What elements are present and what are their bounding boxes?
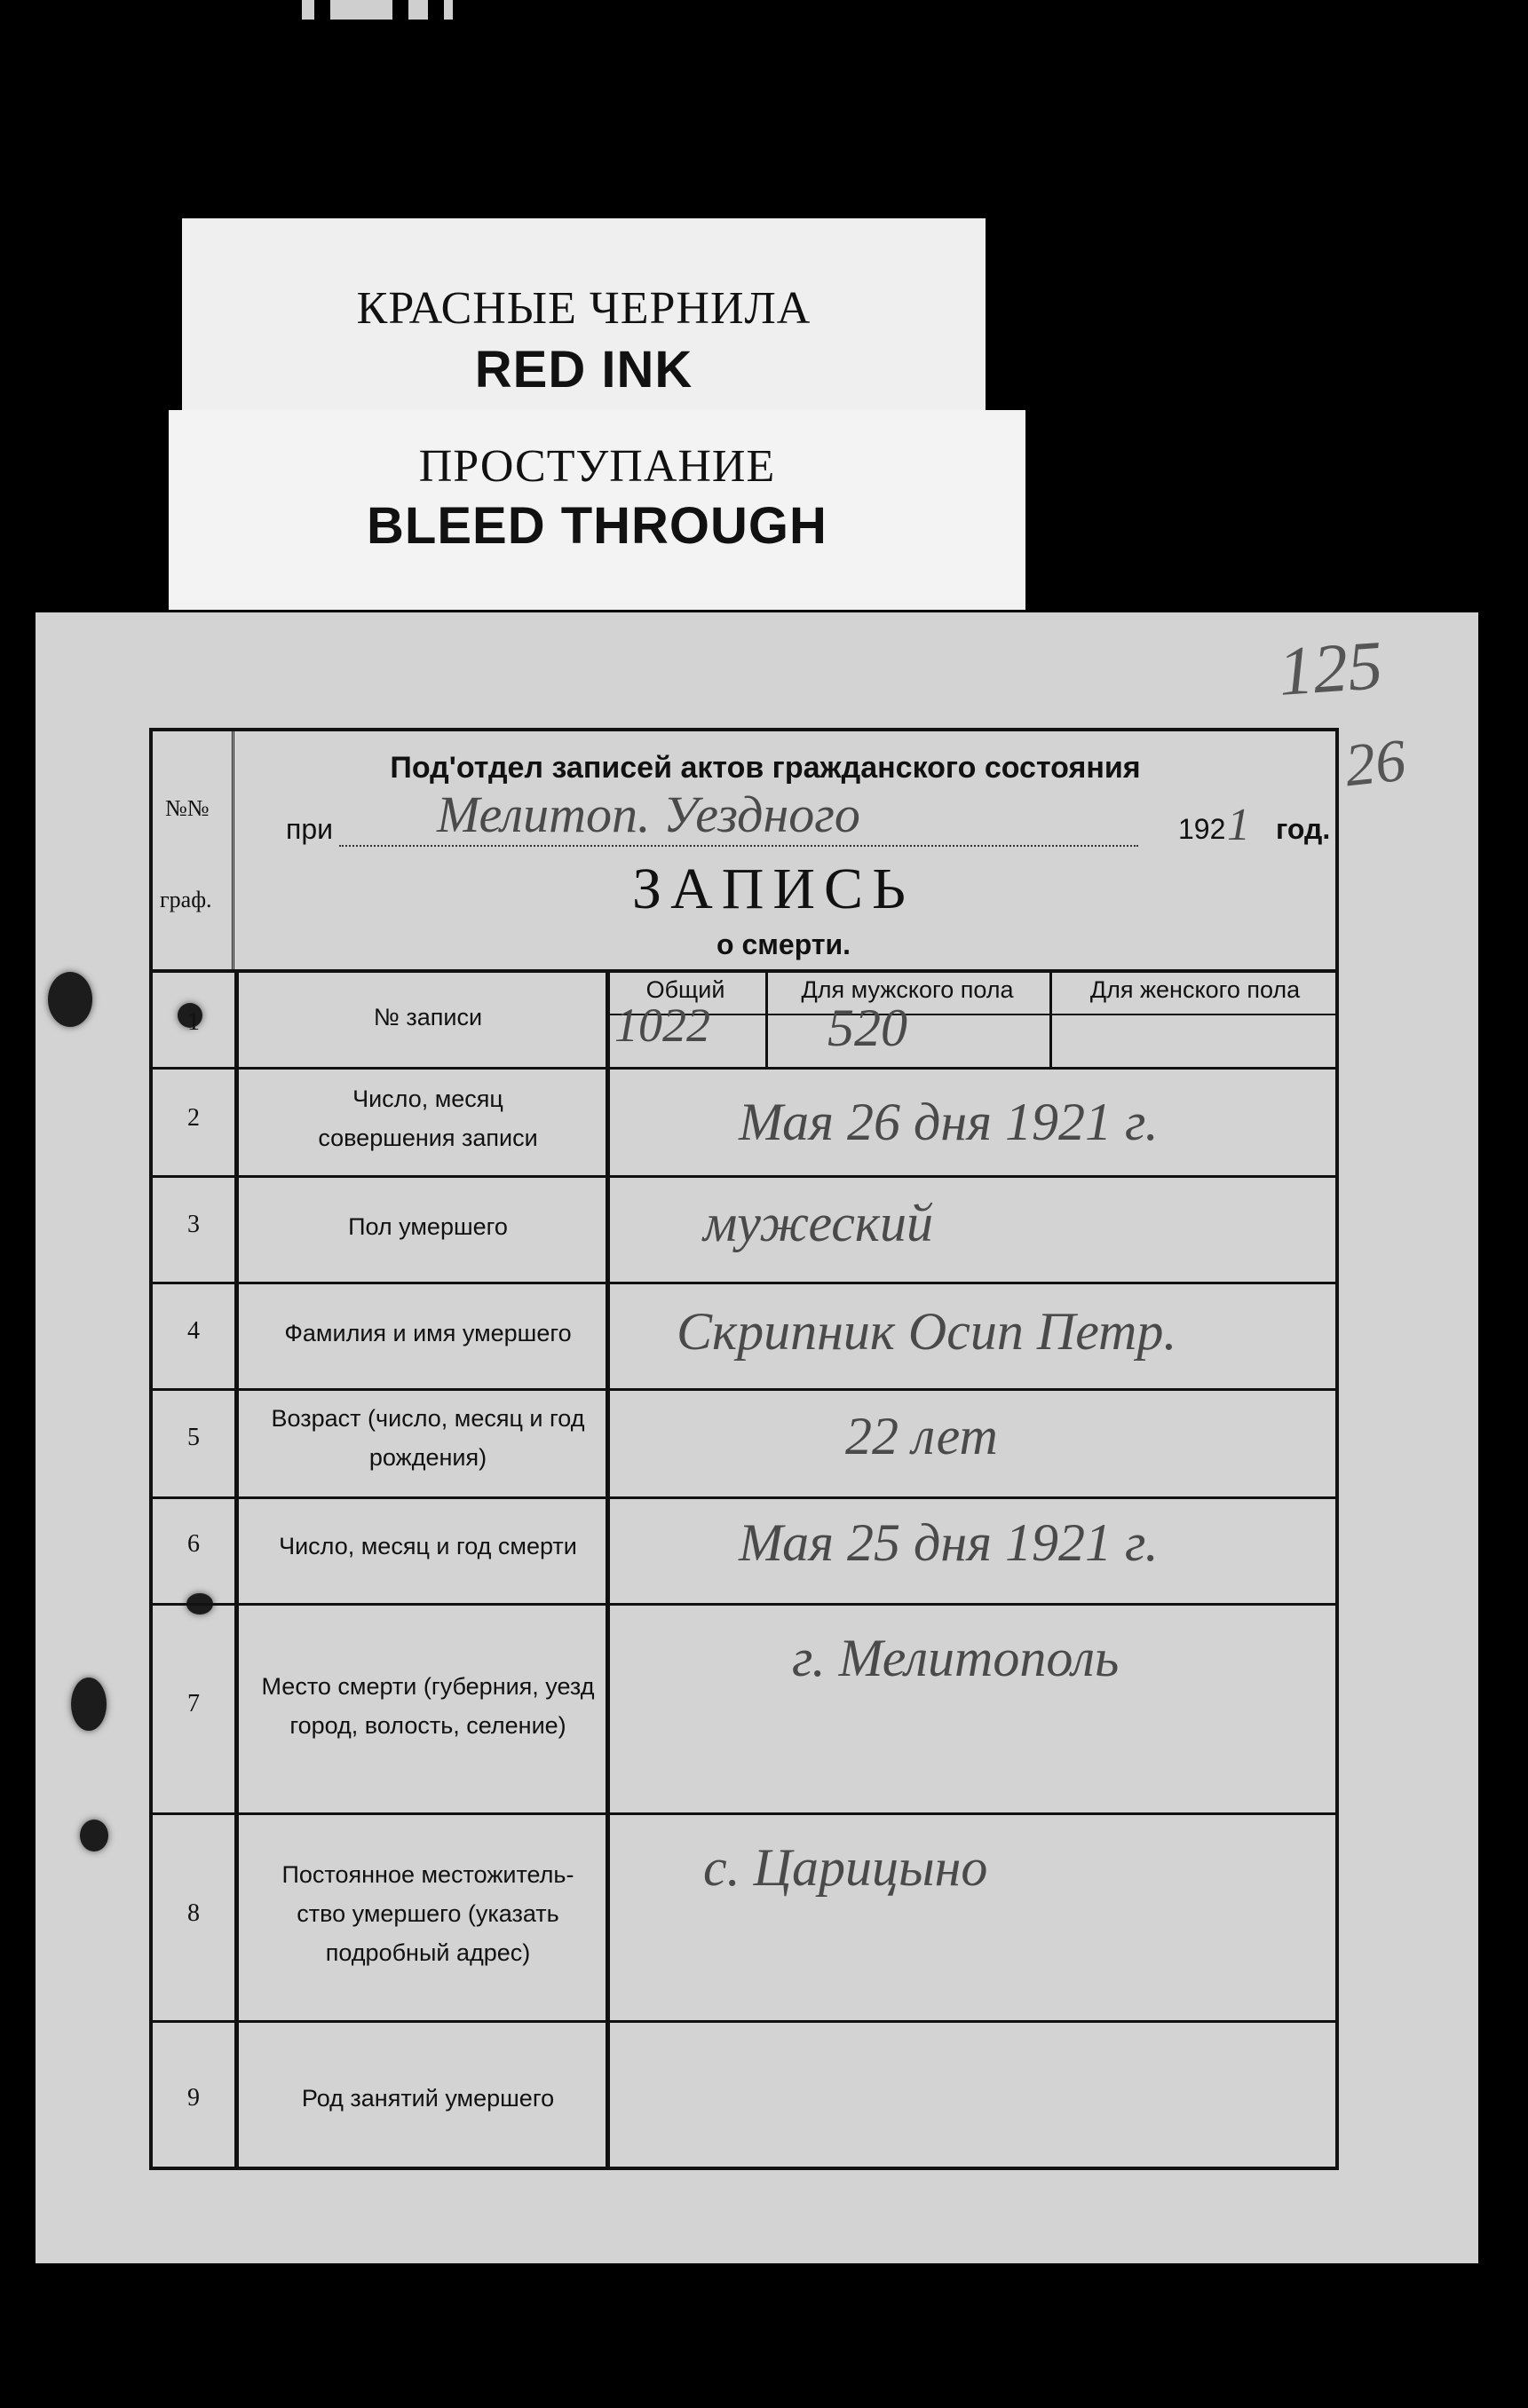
row-divider xyxy=(153,1067,1335,1070)
column-header-general: Общий xyxy=(645,976,725,1003)
row-number: 4 xyxy=(187,1317,200,1345)
row-label: Место смерти (губерния, уезд город, волость, селение) xyxy=(261,1673,595,1739)
death-date-value: Мая 25 дня 1921 г. xyxy=(739,1513,1159,1572)
record-number-male: 520 xyxy=(827,999,907,1057)
row-divider xyxy=(153,1496,1335,1499)
row-number: 3 xyxy=(187,1211,200,1238)
record-subheading: о смерти. xyxy=(716,928,851,960)
column-header-female: Для женского пола xyxy=(1089,976,1301,1003)
row-number: 5 xyxy=(187,1424,200,1451)
page-number-secondary: 26 xyxy=(1342,725,1409,800)
row-number: 6 xyxy=(187,1530,200,1558)
value-column-divider xyxy=(1049,971,1052,1067)
row-divider xyxy=(153,1388,1335,1391)
pri-label: при xyxy=(286,813,333,845)
record-number-general: 1022 xyxy=(614,999,710,1052)
red-ink-label xyxy=(182,218,986,424)
row-divider xyxy=(153,1812,1335,1815)
age-value: 22 лет xyxy=(845,1407,998,1465)
column-number-header xyxy=(153,731,234,971)
bleed-through-label xyxy=(169,410,1025,610)
year-handwritten: 1 xyxy=(1227,800,1250,850)
value-column-divider xyxy=(765,971,768,1067)
number-column-divider xyxy=(234,969,239,2167)
red-ink-label-ru: КРАСНЫЕ ЧЕРНИЛА xyxy=(356,283,812,334)
row-number: 9 xyxy=(187,2084,200,2112)
row-label: Пол умершего xyxy=(348,1213,508,1240)
row-label: Род занятий умершего xyxy=(301,2085,555,2112)
columns-label: граф. xyxy=(160,887,212,912)
dotted-line xyxy=(339,845,1138,847)
row-divider xyxy=(153,2020,1335,2023)
sex-value: мужеский xyxy=(703,1194,933,1252)
bleed-label-en: BLEED THROUGH xyxy=(367,497,827,555)
numbers-label: №№ xyxy=(165,795,210,821)
row-number: 1 xyxy=(187,1008,200,1036)
row-divider xyxy=(153,1282,1335,1284)
row-number: 8 xyxy=(187,1899,200,1927)
punch-hole xyxy=(48,972,92,1027)
name-value: Скрипник Осип Петр. xyxy=(677,1302,1177,1361)
punch-hole xyxy=(80,1820,108,1851)
column-header-male: Для мужского пола xyxy=(801,976,1014,1003)
punch-hole xyxy=(71,1678,107,1731)
red-ink-label-en: RED INK xyxy=(474,341,693,399)
death-record-form xyxy=(149,728,1339,2170)
row-divider xyxy=(153,1603,1335,1606)
record-heading: ЗАПИСЬ xyxy=(632,857,914,921)
row-label: Фамилия и имя умершего xyxy=(284,1320,572,1346)
page-number-primary: 125 xyxy=(1276,626,1385,710)
death-place-value: г. Мелитополь xyxy=(792,1629,1120,1687)
header-divider xyxy=(153,969,1335,973)
registry-office-title: Под'отдел записей актов гражданского состояния xyxy=(390,751,1141,785)
column-header-divider xyxy=(606,1014,1335,1015)
row-label: Возраст (число, месяц и год рождения) xyxy=(271,1405,585,1471)
row-label: Число, месяц совершения записи xyxy=(318,1086,538,1151)
row-divider xyxy=(153,1175,1335,1178)
row-label: № записи xyxy=(373,1004,483,1030)
residence-value: с. Царицыно xyxy=(703,1838,988,1897)
film-edge-marks xyxy=(302,0,586,27)
row-label: Число, месяц и год смерти xyxy=(279,1533,577,1559)
row-number: 2 xyxy=(187,1104,200,1132)
row-label: Постоянное местожитель-ство умершего (указать подробный адрес) xyxy=(281,1861,574,1966)
year-prefix: 192 xyxy=(1178,813,1226,845)
institution-handwritten: Мелитоп. Уездного xyxy=(437,786,860,843)
god-label: год. xyxy=(1276,813,1331,845)
bleed-label-ru: ПРОСТУПАНИЕ xyxy=(418,441,776,492)
death-record-sheet xyxy=(36,612,1478,2263)
record-date-value: Мая 26 дня 1921 г. xyxy=(739,1093,1159,1151)
row-number: 7 xyxy=(187,1690,200,1717)
